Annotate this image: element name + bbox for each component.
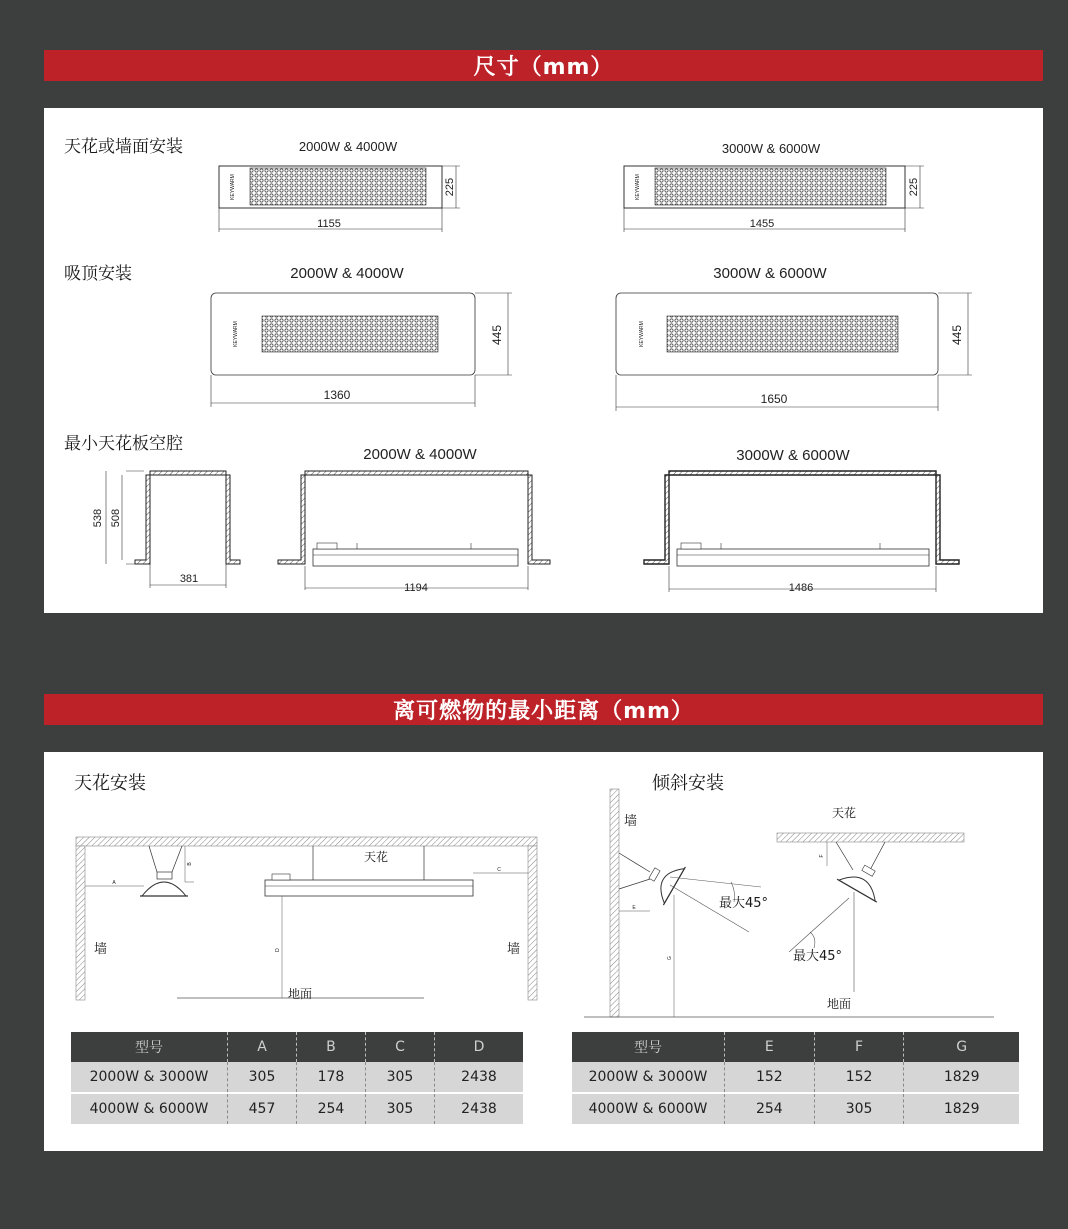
row2-left-height: 445 bbox=[490, 324, 504, 346]
table-header-cell: D bbox=[434, 1032, 523, 1062]
clearance-panel bbox=[44, 752, 1043, 1151]
tilted-mount-heading: 倾斜安装 bbox=[652, 773, 724, 794]
tilted-angle-label-2: 最大45° bbox=[793, 949, 843, 964]
table-cell: 4000W & 6000W bbox=[71, 1093, 228, 1124]
table-cell: 1829 bbox=[904, 1093, 1019, 1124]
dim-e-label: E bbox=[632, 905, 636, 911]
table-row bbox=[572, 1093, 1019, 1124]
wall-right-label: 墙 bbox=[507, 942, 521, 957]
tilted-wall-label: 墙 bbox=[624, 814, 638, 829]
dim-f-label: F bbox=[819, 854, 825, 858]
dim-b-label: B bbox=[187, 862, 193, 866]
table-cell: 2438 bbox=[434, 1093, 523, 1124]
table-header-row bbox=[572, 1032, 1019, 1062]
dimensions-banner bbox=[44, 50, 1043, 81]
row1-label: 天花或墙面安装 bbox=[64, 137, 183, 157]
table-cell: 254 bbox=[296, 1093, 365, 1124]
row1-right-width: 1455 bbox=[749, 218, 775, 230]
row3-left-width: 1194 bbox=[404, 582, 428, 594]
row2-right-width: 1650 bbox=[760, 392, 788, 406]
row3-right-cavity bbox=[644, 471, 959, 594]
row2-left-brand: KEYWARM bbox=[233, 321, 239, 347]
row2-right-brand: KEYWARM bbox=[639, 321, 645, 347]
right-spec-table bbox=[572, 1032, 1019, 1124]
table-cell: 178 bbox=[296, 1062, 365, 1093]
table-cell: 457 bbox=[228, 1093, 297, 1124]
row2-right-model: 3000W & 6000W bbox=[713, 265, 827, 282]
dimensions-title: 尺寸（mm） bbox=[473, 55, 614, 80]
row1-right-model: 3000W & 6000W bbox=[721, 141, 821, 156]
table-cell: 305 bbox=[228, 1062, 297, 1093]
table-cell: 305 bbox=[814, 1093, 904, 1124]
table-header-cell: 型号 bbox=[572, 1032, 725, 1062]
tilted-ceiling-label: 天花 bbox=[831, 806, 857, 820]
row3-left-model: 2000W & 4000W bbox=[363, 446, 477, 463]
row1-left-brand: KEYWARM bbox=[230, 174, 236, 200]
clearance-banner bbox=[44, 694, 1043, 725]
wall-left-label: 墙 bbox=[94, 942, 108, 957]
table-cell: 152 bbox=[814, 1062, 904, 1093]
left-spec-table bbox=[71, 1032, 523, 1124]
clearance-title: 离可燃物的最小距离（mm） bbox=[393, 699, 694, 724]
row3-left-cavity bbox=[278, 471, 550, 594]
row1-right-brand: KEYWARM bbox=[635, 174, 641, 200]
row1-left-width: 1155 bbox=[317, 218, 341, 230]
table-cell: 152 bbox=[725, 1062, 815, 1093]
cavity-section bbox=[92, 471, 240, 588]
table-cell: 2438 bbox=[434, 1062, 523, 1093]
row3-right-width: 1486 bbox=[788, 582, 814, 594]
row2-left-model: 2000W & 4000W bbox=[290, 265, 404, 282]
table-cell: 254 bbox=[725, 1093, 815, 1124]
row2-right-heater bbox=[616, 293, 972, 411]
row2-label: 吸顶安装 bbox=[64, 264, 132, 284]
table-header-cell: E bbox=[725, 1032, 815, 1062]
floor-label: 地面 bbox=[287, 987, 313, 1001]
table-row bbox=[572, 1062, 1019, 1093]
table-cell: 4000W & 6000W bbox=[572, 1093, 725, 1124]
ceiling-label: 天花 bbox=[363, 850, 389, 864]
table-row bbox=[71, 1093, 523, 1124]
table-header-cell: 型号 bbox=[71, 1032, 228, 1062]
cavity-width: 381 bbox=[179, 573, 199, 585]
row3-right-model: 3000W & 6000W bbox=[736, 447, 850, 464]
row1-left-model: 2000W & 4000W bbox=[298, 139, 398, 154]
row1-right-heater bbox=[624, 166, 924, 232]
table-cell: 2000W & 3000W bbox=[572, 1062, 725, 1093]
table-header-cell: F bbox=[814, 1032, 904, 1062]
tilted-floor-label: 地面 bbox=[826, 997, 852, 1011]
row1-left-height: 225 bbox=[444, 177, 456, 197]
tilted-mount-diagram bbox=[584, 789, 994, 1017]
row2-right-height: 445 bbox=[950, 324, 964, 346]
table-header-cell: G bbox=[904, 1032, 1019, 1062]
row1-left-heater bbox=[219, 166, 460, 232]
table-cell: 1829 bbox=[904, 1062, 1019, 1093]
dimensions-panel bbox=[44, 108, 1043, 613]
dim-g-label: G bbox=[667, 956, 673, 960]
row1-right-height: 225 bbox=[908, 177, 920, 197]
dim-d-label: D bbox=[275, 948, 281, 952]
table-cell: 305 bbox=[365, 1062, 434, 1093]
table-header-cell: B bbox=[296, 1032, 365, 1062]
table-cell: 305 bbox=[365, 1093, 434, 1124]
cavity-outer-height: 538 bbox=[92, 508, 104, 528]
ceiling-mount-heading: 天花安装 bbox=[74, 773, 146, 794]
row2-left-width: 1360 bbox=[323, 388, 351, 402]
table-row bbox=[71, 1062, 523, 1093]
dim-a-label: A bbox=[112, 880, 116, 886]
table-header-cell: A bbox=[228, 1032, 297, 1062]
table-header-cell: C bbox=[365, 1032, 434, 1062]
ceiling-mount-diagram bbox=[76, 837, 537, 1001]
table-cell: 2000W & 3000W bbox=[71, 1062, 228, 1093]
tilted-angle-label-1: 最大45° bbox=[719, 896, 769, 911]
table-header-row bbox=[71, 1032, 523, 1062]
dim-c-label: C bbox=[497, 867, 501, 873]
row3-label: 最小天花板空腔 bbox=[64, 434, 183, 454]
row2-left-heater bbox=[211, 293, 512, 407]
cavity-inner-height: 508 bbox=[110, 508, 122, 528]
dimensions-drawing bbox=[44, 108, 1043, 613]
